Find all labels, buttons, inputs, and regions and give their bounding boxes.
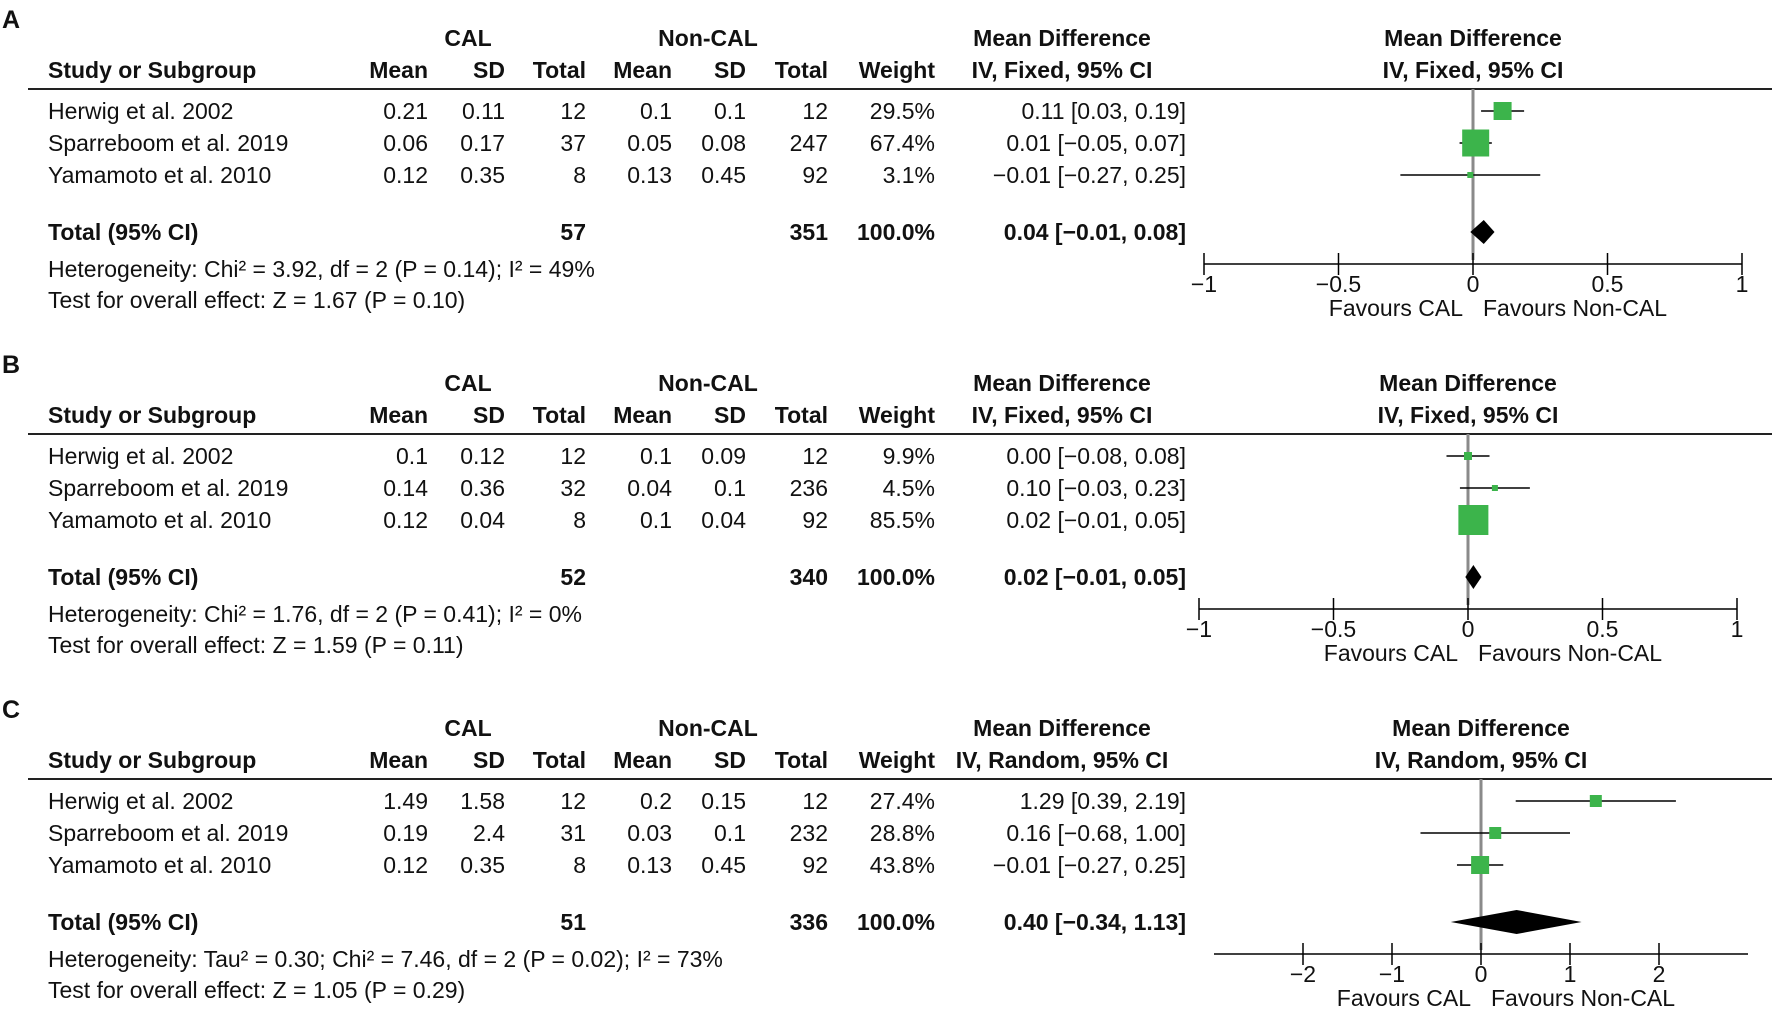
method-header: IV, Random, 95% CI (955, 747, 1169, 773)
non-cal-mean-value: 0.04 (627, 475, 672, 501)
overall-effect-text: Test for overall effect: Z = 1.59 (P = 0.11) (48, 632, 464, 658)
non-cal-sd-value: 0.09 (701, 443, 746, 469)
non-cal-mean-value: 0.03 (627, 820, 672, 846)
x-tick-label: 2 (1652, 961, 1666, 987)
effect-square (1467, 172, 1473, 178)
panel-label: C (2, 696, 21, 724)
non-cal-mean-value: 0.1 (640, 507, 672, 533)
non-cal-total-value: 92 (802, 852, 828, 878)
non-cal-total-value: 12 (802, 98, 828, 124)
forest-plot-b (0, 345, 1772, 675)
effect-square (1462, 130, 1489, 157)
cal-sd-value: 1.58 (460, 788, 505, 814)
pooled-ci-value: 0.40 [−0.34, 1.13] (1003, 909, 1186, 935)
non-cal-sd-value: 0.1 (714, 820, 746, 846)
effect-square (1458, 505, 1488, 535)
total-weight: 100.0% (856, 909, 935, 935)
cal-mean-value: 1.49 (383, 788, 428, 814)
effect-square (1489, 827, 1501, 839)
cal-mean-value: 0.1 (396, 443, 428, 469)
favours-cal-label: Favours CAL (1336, 985, 1471, 1011)
non-cal-sd-header: SD (714, 57, 746, 83)
heterogeneity-text: Heterogeneity: Tau² = 0.30; Chi² = 7.46, df = 2 (P = 0.02); I² = 73% (48, 946, 723, 972)
cal-total-value: 8 (573, 507, 586, 533)
x-tick-label: 0 (1466, 271, 1480, 297)
weight-value: 85.5% (869, 507, 935, 533)
non-cal-total-value: 236 (789, 475, 828, 501)
cal-sd-value: 0.11 (461, 98, 505, 124)
study-name: Herwig et al. 2002 (48, 443, 234, 469)
effect-ci-value: 0.01 [−0.05, 0.07] (1006, 130, 1186, 156)
cal-sd-header: SD (473, 402, 505, 428)
total-weight: 100.0% (856, 564, 935, 590)
pooled-ci-value: 0.04 [−0.01, 0.08] (1003, 219, 1186, 245)
non-cal-mean-header: Mean (613, 402, 672, 428)
cal-sd-header: SD (473, 57, 505, 83)
effect-square (1464, 452, 1472, 460)
favours-non-cal-label: Favours Non-CAL (1491, 985, 1676, 1011)
x-tick-label: −0.5 (1315, 271, 1362, 297)
forest-panel-c (0, 690, 1772, 1020)
panel-label: A (2, 6, 21, 34)
cal-mean-value: 0.12 (383, 162, 428, 188)
total-label: Total (95% CI) (48, 564, 199, 590)
cal-total-value: 8 (573, 162, 586, 188)
cal-group-header: CAL (444, 370, 492, 396)
x-tick-label: 1 (1735, 271, 1749, 297)
non-cal-total-value: 92 (802, 162, 828, 188)
total-label: Total (95% CI) (48, 909, 199, 935)
non-cal-total-sum: 336 (789, 909, 828, 935)
plot-method-header: IV, Random, 95% CI (1374, 747, 1588, 773)
non-cal-mean-value: 0.13 (627, 852, 672, 878)
cal-total-value: 8 (573, 852, 586, 878)
pooled-diamond (1451, 910, 1582, 934)
weight-value: 67.4% (869, 130, 935, 156)
cal-group-header: CAL (444, 25, 492, 51)
weight-value: 4.5% (882, 475, 935, 501)
x-tick-label: −0.5 (1310, 616, 1357, 642)
x-tick-label: 0.5 (1586, 616, 1619, 642)
x-tick-label: 0.5 (1591, 271, 1624, 297)
md-header: Mean Difference (973, 25, 1151, 51)
effect-ci-value: −0.01 [−0.27, 0.25] (992, 162, 1186, 188)
cal-mean-value: 0.21 (383, 98, 428, 124)
cal-mean-value: 0.12 (383, 852, 428, 878)
x-tick-label: 0 (1474, 961, 1488, 987)
total-label: Total (95% CI) (48, 219, 199, 245)
study-name: Yamamoto et al. 2010 (48, 507, 272, 533)
cal-total-value: 12 (560, 788, 586, 814)
non-cal-total-value: 232 (789, 820, 828, 846)
non-cal-sd-header: SD (714, 747, 746, 773)
non-cal-sd-value: 0.15 (701, 788, 746, 814)
total-weight: 100.0% (856, 219, 935, 245)
cal-total-value: 12 (560, 98, 586, 124)
favours-cal-label: Favours CAL (1323, 640, 1458, 666)
favours-non-cal-label: Favours Non-CAL (1478, 640, 1663, 666)
plot-method-header: IV, Fixed, 95% CI (1382, 57, 1564, 83)
forest-panel-b (0, 345, 1772, 675)
weight-value: 9.9% (882, 443, 935, 469)
non-cal-total-value: 247 (789, 130, 828, 156)
effect-ci-value: 1.29 [0.39, 2.19] (1019, 788, 1186, 814)
x-tick-label: 1 (1730, 616, 1744, 642)
weight-value: 29.5% (869, 98, 935, 124)
pooled-ci-value: 0.02 [−0.01, 0.05] (1003, 564, 1186, 590)
cal-sd-value: 0.35 (460, 852, 505, 878)
method-header: IV, Fixed, 95% CI (971, 402, 1153, 428)
cal-total-header: Total (532, 402, 586, 428)
overall-effect-text: Test for overall effect: Z = 1.67 (P = 0.10) (48, 287, 466, 313)
non-cal-mean-value: 0.1 (640, 98, 672, 124)
cal-total-value: 12 (560, 443, 586, 469)
forest-panel-a (0, 0, 1772, 330)
cal-total-sum: 57 (560, 219, 586, 245)
cal-total-sum: 51 (560, 909, 586, 935)
non-cal-sd-header: SD (714, 402, 746, 428)
cal-total-sum: 52 (560, 564, 586, 590)
cal-sd-value: 0.12 (460, 443, 505, 469)
study-name: Herwig et al. 2002 (48, 788, 234, 814)
cal-mean-value: 0.14 (383, 475, 428, 501)
weight-header: Weight (858, 402, 935, 428)
effect-square (1471, 856, 1489, 874)
cal-total-header: Total (532, 57, 586, 83)
non-cal-group-header: Non-CAL (658, 715, 758, 741)
md-header: Mean Difference (973, 370, 1151, 396)
cal-total-value: 32 (560, 475, 586, 501)
non-cal-total-value: 92 (802, 507, 828, 533)
non-cal-total-sum: 340 (789, 564, 828, 590)
favours-cal-label: Favours CAL (1328, 295, 1463, 321)
non-cal-total-header: Total (774, 57, 828, 83)
effect-square (1492, 485, 1498, 491)
non-cal-sd-value: 0.08 (701, 130, 746, 156)
overall-effect-text: Test for overall effect: Z = 1.05 (P = 0.29) (48, 977, 466, 1003)
non-cal-total-header: Total (774, 402, 828, 428)
x-tick-label: −1 (1190, 271, 1218, 297)
non-cal-mean-value: 0.2 (640, 788, 672, 814)
x-tick-label: −2 (1289, 961, 1317, 987)
study-name: Yamamoto et al. 2010 (48, 852, 272, 878)
cal-mean-value: 0.19 (383, 820, 428, 846)
cal-total-value: 37 (560, 130, 586, 156)
cal-group-header: CAL (444, 715, 492, 741)
favours-non-cal-label: Favours Non-CAL (1483, 295, 1668, 321)
forest-plot-a (0, 0, 1772, 330)
x-tick-label: −1 (1185, 616, 1213, 642)
cal-mean-header: Mean (369, 57, 428, 83)
non-cal-sd-value: 0.1 (714, 98, 746, 124)
cal-total-value: 31 (560, 820, 586, 846)
cal-mean-value: 0.06 (383, 130, 428, 156)
non-cal-sd-value: 0.45 (701, 852, 746, 878)
non-cal-sd-value: 0.04 (701, 507, 746, 533)
cal-mean-value: 0.12 (383, 507, 428, 533)
study-column-header: Study or Subgroup (48, 402, 257, 428)
cal-mean-header: Mean (369, 747, 428, 773)
non-cal-total-value: 12 (802, 788, 828, 814)
study-name: Sparreboom et al. 2019 (48, 475, 289, 501)
non-cal-mean-header: Mean (613, 747, 672, 773)
effect-square (1590, 795, 1602, 807)
weight-header: Weight (858, 747, 935, 773)
weight-value: 27.4% (869, 788, 935, 814)
weight-value: 28.8% (869, 820, 935, 846)
non-cal-mean-value: 0.05 (627, 130, 672, 156)
forest-plot-c (0, 690, 1772, 1020)
cal-sd-value: 0.35 (460, 162, 505, 188)
study-column-header: Study or Subgroup (48, 747, 257, 773)
non-cal-mean-value: 0.13 (627, 162, 672, 188)
method-header: IV, Fixed, 95% CI (971, 57, 1153, 83)
weight-value: 3.1% (882, 162, 935, 188)
study-name: Sparreboom et al. 2019 (48, 820, 289, 846)
non-cal-sd-value: 0.45 (701, 162, 746, 188)
effect-ci-value: 0.02 [−0.01, 0.05] (1006, 507, 1186, 533)
study-column-header: Study or Subgroup (48, 57, 257, 83)
cal-sd-value: 0.36 (460, 475, 505, 501)
effect-ci-value: 0.10 [−0.03, 0.23] (1006, 475, 1186, 501)
plot-md-header: Mean Difference (1392, 715, 1570, 741)
cal-sd-value: 2.4 (473, 820, 505, 846)
heterogeneity-text: Heterogeneity: Chi² = 1.76, df = 2 (P = 0.41); I² = 0% (48, 601, 582, 627)
cal-sd-value: 0.04 (460, 507, 505, 533)
non-cal-group-header: Non-CAL (658, 370, 758, 396)
cal-sd-value: 0.17 (460, 130, 505, 156)
x-tick-label: −1 (1378, 961, 1406, 987)
x-tick-label: 1 (1563, 961, 1577, 987)
non-cal-total-header: Total (774, 747, 828, 773)
study-name: Yamamoto et al. 2010 (48, 162, 272, 188)
weight-header: Weight (858, 57, 935, 83)
heterogeneity-text: Heterogeneity: Chi² = 3.92, df = 2 (P = 0.14); I² = 49% (48, 256, 595, 282)
x-tick-label: 0 (1461, 616, 1475, 642)
plot-md-header: Mean Difference (1384, 25, 1562, 51)
study-name: Sparreboom et al. 2019 (48, 130, 289, 156)
effect-ci-value: 0.16 [−0.68, 1.00] (1006, 820, 1186, 846)
md-header: Mean Difference (973, 715, 1151, 741)
non-cal-mean-header: Mean (613, 57, 672, 83)
non-cal-total-sum: 351 (789, 219, 828, 245)
effect-ci-value: 0.11 [0.03, 0.19] (1021, 98, 1186, 124)
non-cal-group-header: Non-CAL (658, 25, 758, 51)
cal-mean-header: Mean (369, 402, 428, 428)
effect-ci-value: −0.01 [−0.27, 0.25] (992, 852, 1186, 878)
non-cal-total-value: 12 (802, 443, 828, 469)
non-cal-sd-value: 0.1 (714, 475, 746, 501)
effect-square (1494, 102, 1512, 120)
panel-label: B (2, 351, 21, 379)
cal-total-header: Total (532, 747, 586, 773)
study-name: Herwig et al. 2002 (48, 98, 234, 124)
plot-md-header: Mean Difference (1379, 370, 1557, 396)
effect-ci-value: 0.00 [−0.08, 0.08] (1006, 443, 1186, 469)
weight-value: 43.8% (869, 852, 935, 878)
non-cal-mean-value: 0.1 (640, 443, 672, 469)
plot-method-header: IV, Fixed, 95% CI (1377, 402, 1559, 428)
cal-sd-header: SD (473, 747, 505, 773)
